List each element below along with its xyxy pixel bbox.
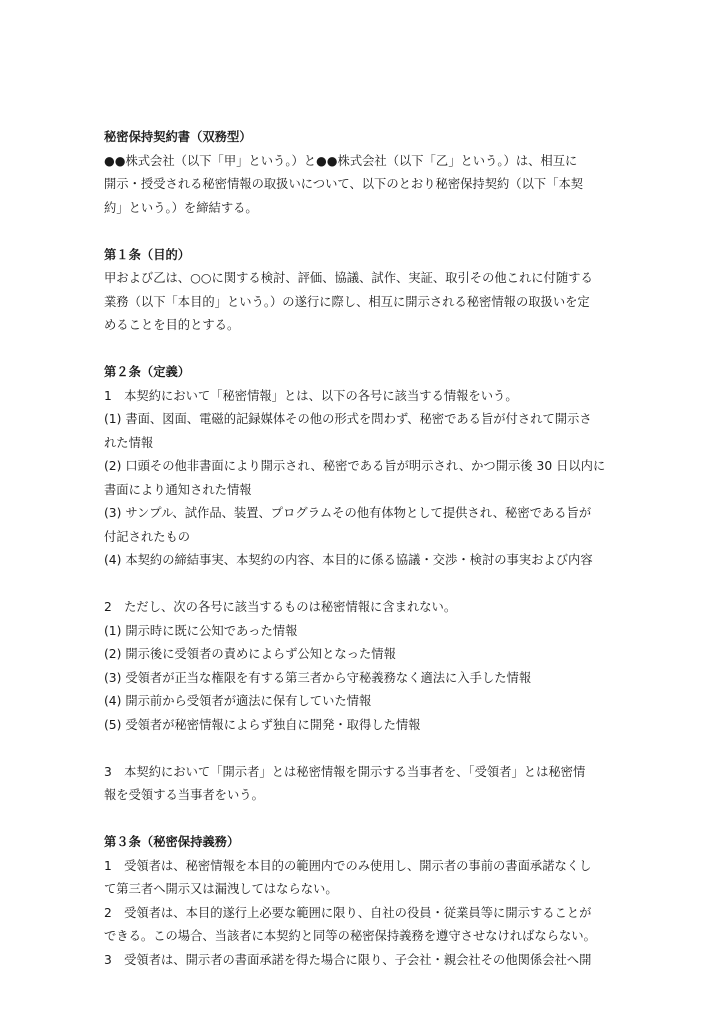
article2-clause3-line: 報を受領する当事者をいう。 [104, 788, 264, 802]
article1-line: 業務（以下「本目的」という。）の遂行に際し、相互に開示される秘密情報の取扱いを定 [104, 294, 590, 309]
article2-clause1-line: (4) 本契約の締結事実、本契約の内容、本目的に係る協議・交渉・検討の事実および内容 [104, 553, 593, 567]
article2-clause3-line: 3 本契約において「開示者」とは秘密情報を開示する当事者を、「受領者」とは秘密情 [104, 764, 586, 779]
spacer [104, 573, 624, 597]
article1-heading: 第１条（目的） [104, 247, 191, 262]
article2-clause2-line: 2 ただし、次の各号に該当するものは秘密情報に含まれない。 [104, 600, 457, 614]
article2-clause1-line: 1 本契約において「秘密情報」とは、以下の各号に該当する情報をいう。 [104, 388, 518, 403]
article1-line: めることを目的とする。 [104, 318, 240, 332]
article3-line: 3 受領者は、開示者の書面承諾を得た場合に限り、子会社・親会社その他関係会社へ開 [104, 952, 592, 967]
article2-clause2-line: (5) 受領者が秘密情報によらず独自に開発・取得した情報 [104, 717, 421, 732]
article3-line: 2 受領者は、本目的遂行上必要な範囲に限り、自社の役員・従業員等に開示することが [104, 905, 592, 920]
article2-clause2-line: (3) 受領者が正当な権限を有する第三者から守秘義務なく適法に入手した情報 [104, 670, 532, 685]
article3-heading: 第３条（秘密保持義務） [104, 835, 240, 849]
article2-clause2-line: (1) 開示時に既に公知であった情報 [104, 623, 298, 638]
preamble-line: 開示・授受される秘密情報の取扱いについて、以下のとおり秘密保持契約（以下「本契 [104, 177, 584, 191]
article2-clause1-line: (3) サンプル、試作品、装置、プログラムその他有体物として提供され、秘密である旨が [104, 506, 592, 520]
article2-clause2-line: (2) 開示後に受領者の責めによらず公知となった情報 [104, 647, 396, 661]
article2-clause2-line: (4) 開示前から受領者が適法に保有していた情報 [104, 694, 372, 708]
spacer [104, 220, 624, 244]
article2-clause1 [104, 385, 624, 573]
article2-heading: 第２条（定義） [104, 365, 191, 379]
article3-body [104, 855, 624, 973]
article3-line: て第三者へ開示又は漏洩してはならない。 [104, 882, 338, 896]
document-body [104, 126, 624, 972]
article2-clause1-line: (1) 書面、図面、電磁的記録媒体その他の形式を問わず、秘密である旨が付されて開示さ [104, 412, 592, 426]
article3-line: できる。この場合、当該者に本契約と同等の秘密保持義務を遵守させなければならない。 [104, 929, 596, 943]
article2-clause3 [104, 761, 624, 808]
article2-clause1-line: 付記されたもの [104, 529, 191, 544]
article2-clause2 [104, 596, 624, 737]
article1-body [104, 267, 624, 338]
spacer [104, 808, 624, 832]
article2-clause1-line: れた情報 [104, 435, 154, 450]
document-title: 秘密保持契約書（双務型） [104, 130, 252, 144]
preamble-line: ●●株式会社（以下「甲」という。）と●●株式会社（以下「乙」という。）は、相互に [104, 153, 578, 168]
article1-line: 甲および乙は、○○に関する検討、評価、協議、試作、実証、取引その他これに付随する [104, 271, 593, 285]
article3-line: 1 受領者は、秘密情報を本目的の範囲内でのみ使用し、開示者の事前の書面承諾なくし [104, 858, 592, 873]
article2-clause1-line: (2) 口頭その他非書面により開示され、秘密である旨が明示され、かつ開示後 30 日以内に [104, 459, 606, 473]
preamble-line: 約」という。）を締結する。 [104, 200, 258, 215]
preamble [104, 150, 624, 221]
article2-clause1-line: 書面により通知された情報 [104, 482, 252, 497]
spacer [104, 737, 624, 761]
spacer [104, 338, 624, 362]
